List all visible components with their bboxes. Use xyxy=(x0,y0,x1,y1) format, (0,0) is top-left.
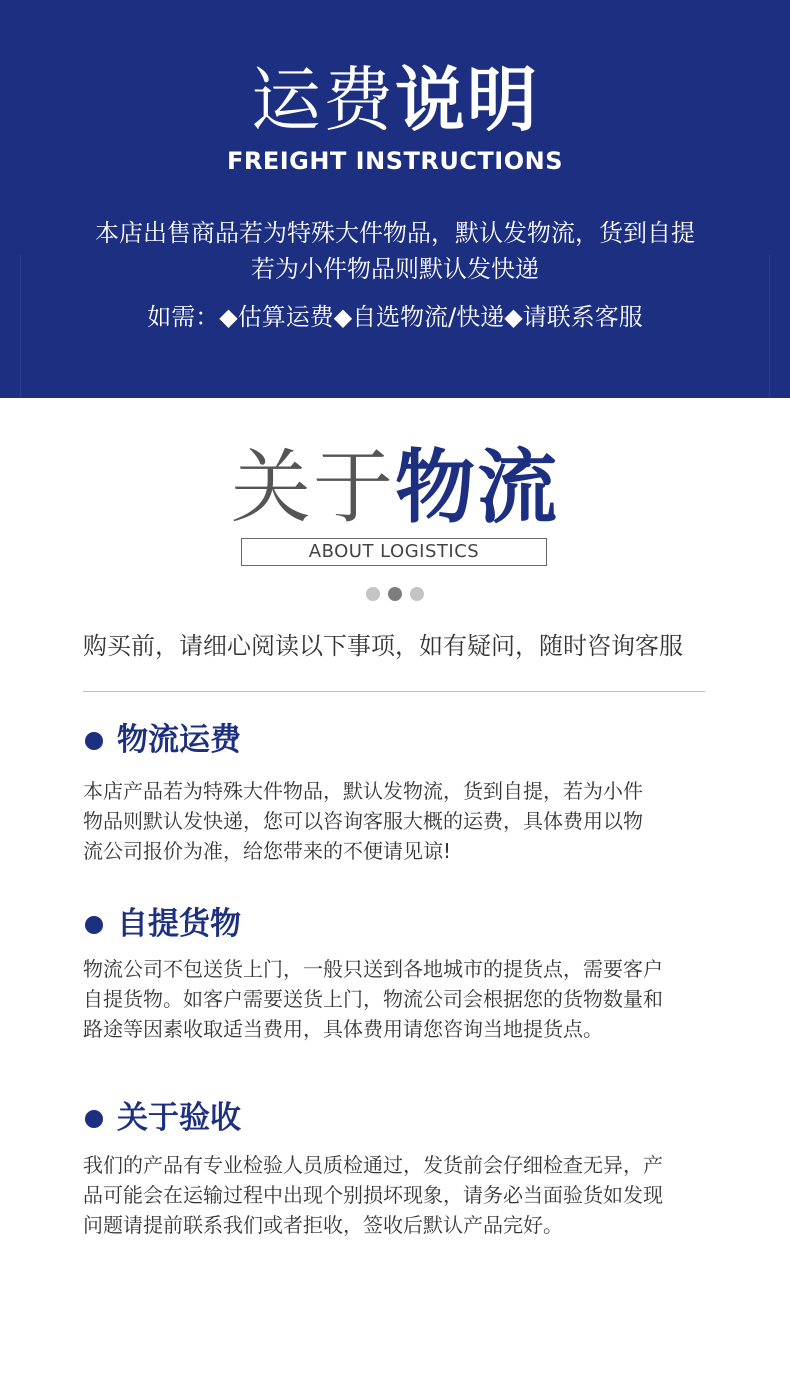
paragraph-line: 问题请提前联系我们或者拒收，签收后默认产品完好。 xyxy=(83,1213,563,1237)
section-paragraph-freight-cost xyxy=(83,776,708,866)
section-heading-text: 关于验收 xyxy=(117,1100,241,1136)
about-logistics-title xyxy=(0,440,790,536)
bullet-icon xyxy=(85,916,103,934)
divider xyxy=(83,691,705,692)
banner-description-line-1: 本店出售商品若为特殊大件物品，默认发物流，货到自提 xyxy=(95,219,695,247)
banner-description-line-2: 若为小件物品则默认发快递 xyxy=(251,255,539,283)
paragraph-line: 流公司报价为准，给您带来的不便请见谅! xyxy=(83,839,452,863)
freight-banner xyxy=(0,0,790,398)
banner-title xyxy=(0,58,790,142)
dot-icon xyxy=(388,587,402,601)
banner-contact-line: 如需：◆估算运费◆自选物流/快递◆请联系客服 xyxy=(147,303,643,331)
paragraph-line: 物流公司不包送货上门，一般只送到各地城市的提货点，需要客户 xyxy=(83,957,663,981)
paragraph-line: 自提货物。如客户需要送货上门，物流公司会根据您的货物数量和 xyxy=(83,987,663,1011)
decorative-dots xyxy=(366,587,426,603)
section-paragraph-self-pickup xyxy=(83,954,708,1044)
banner-title-light: 运费 xyxy=(251,59,395,141)
intro-text: 购买前，请细心阅读以下事项，如有疑问，随时咨询客服 xyxy=(83,632,683,660)
banner-subtitle: FREIGHT INSTRUCTIONS xyxy=(226,147,564,175)
about-title-bold: 物流 xyxy=(395,441,559,534)
bullet-icon xyxy=(85,1110,103,1128)
section-heading-text: 物流运费 xyxy=(117,722,241,758)
section-heading-text: 自提货物 xyxy=(117,906,241,942)
about-title-light: 关于 xyxy=(231,441,395,534)
about-logistics-subtitle: ABOUT LOGISTICS xyxy=(241,538,547,566)
paragraph-line: 物品则默认发快递，您可以咨询客服大概的运费，具体费用以物 xyxy=(83,809,643,833)
dot-icon xyxy=(410,587,424,601)
paragraph-line: 品可能会在运输过程中出现个别损坏现象，请务必当面验货如发现 xyxy=(83,1183,663,1207)
paragraph-line: 我们的产品有专业检验人员质检通过，发货前会仔细检查无异，产 xyxy=(83,1153,663,1177)
paragraph-line: 本店产品若为特殊大件物品，默认发物流，货到自提，若为小件 xyxy=(83,779,643,803)
dot-icon xyxy=(366,587,380,601)
paragraph-line: 路途等因素收取适当费用，具体费用请您咨询当地提货点。 xyxy=(83,1017,603,1041)
section-paragraph-inspection xyxy=(83,1150,708,1240)
bullet-icon xyxy=(85,732,103,750)
banner-title-bold: 说明 xyxy=(395,59,539,141)
